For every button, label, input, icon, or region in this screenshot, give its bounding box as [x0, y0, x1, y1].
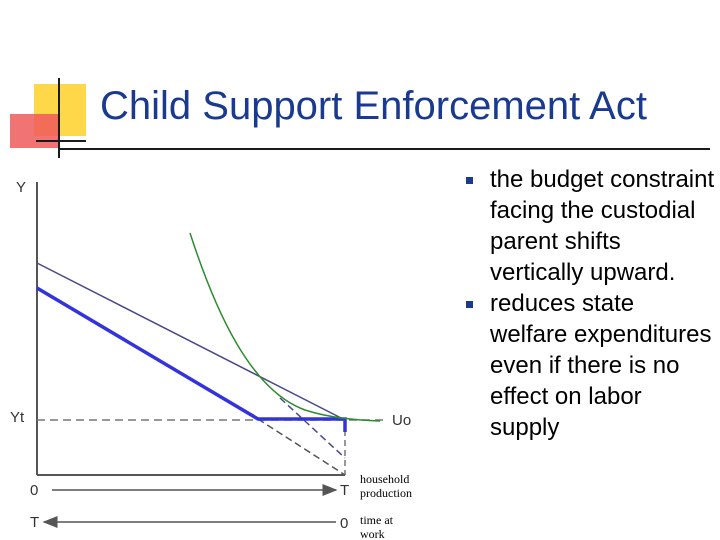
household-note-line2: production [360, 486, 412, 500]
budget-diagram [0, 160, 460, 540]
utility-label: Uo [392, 412, 412, 429]
work-note-line1: time at [360, 513, 393, 527]
t-label: T [340, 482, 350, 499]
original-budget-dashed [258, 419, 345, 475]
bullet-item [466, 288, 716, 443]
yt-label: Yt [10, 409, 25, 426]
title-underline [60, 148, 710, 150]
work-origin-label: 0 [340, 515, 349, 532]
bullet-text: the budget constraint facing the custodial parent shifts vertically upward. [490, 166, 715, 286]
logo-red-square [10, 114, 58, 148]
bullet-item [466, 164, 716, 288]
logo-vertical-line [58, 78, 60, 158]
slide-title: Child Support Enforcement Act [100, 84, 647, 128]
bullet-text: reduces state welfare expenditures even if there is no effect on labor supply [490, 290, 712, 441]
household-note-line1: household [360, 472, 410, 486]
work-note-line2: work [360, 527, 385, 540]
budget-line-dashed-continuation [280, 398, 345, 458]
y-axis-label: Y [16, 179, 27, 196]
indifference-curve [190, 233, 380, 421]
budget-line-shifted [37, 263, 345, 420]
work-t-label: T [30, 514, 40, 531]
origin-label: 0 [30, 482, 39, 499]
bullet-list [466, 164, 716, 443]
square-bullet-icon [466, 301, 473, 308]
budget-constraint-bold [37, 288, 345, 432]
logo-horizontal-line [36, 140, 86, 142]
square-bullet-icon [466, 177, 473, 184]
